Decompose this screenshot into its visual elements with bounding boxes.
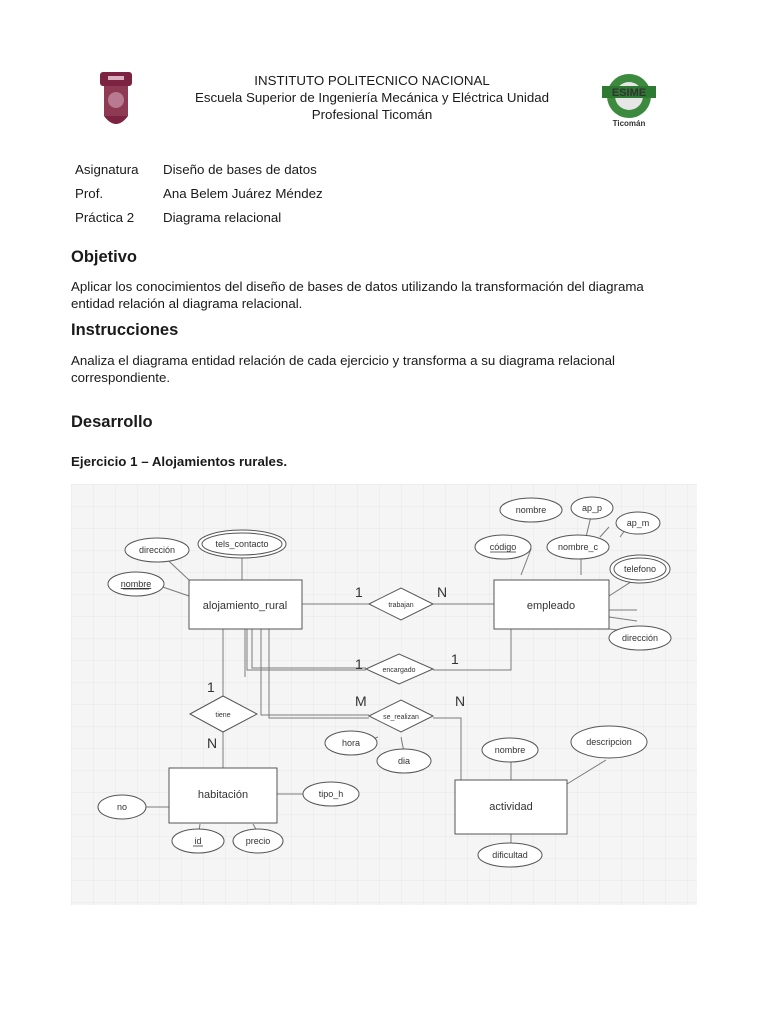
institution-header — [170, 72, 574, 123]
attr-dificultad — [478, 843, 542, 867]
attr-label: descripcion — [586, 737, 632, 747]
entity-label: empleado — [526, 600, 576, 612]
attr-label: id — [194, 836, 202, 846]
card-realizan-right: N — [455, 693, 466, 709]
instrucciones-text: Analiza el diagrama entidad relación de cada ejercicio y transforma a su diagrama relacional correspondiente. — [71, 353, 615, 385]
attr-label: hora — [341, 738, 361, 748]
card-encargado-left: 1 — [355, 656, 363, 672]
info-value: Diseño de bases de datos — [163, 162, 317, 177]
ticoman-logo-text: Ticomán — [612, 119, 646, 128]
attr-label: ap_p — [581, 503, 603, 513]
info-label: Práctica 2 — [75, 210, 135, 225]
attr-telefono — [610, 555, 670, 583]
attr-ap-p — [571, 497, 613, 519]
relation-label: tiene — [215, 712, 231, 719]
desarrollo-heading: Desarrollo — [71, 413, 153, 431]
entity-alojamiento-rural — [189, 580, 302, 629]
info-row-asignatura — [75, 160, 323, 184]
card-encargado-right: 1 — [451, 651, 459, 667]
attr-tipo-h — [303, 782, 359, 806]
attr-direccion-emp — [609, 626, 671, 650]
er-diagram-canvas — [71, 484, 697, 905]
er-diagram — [71, 484, 697, 905]
esime-logo-text: ESIME — [611, 87, 647, 99]
attr-label: código — [489, 542, 517, 552]
card-trabajan-left: 1 — [355, 584, 363, 600]
attr-label: dificultad — [492, 850, 528, 860]
attr-ap-m — [616, 512, 660, 534]
attr-dia — [377, 749, 431, 773]
entity-habitacion — [169, 768, 277, 823]
card-tiene-top: 1 — [207, 679, 215, 695]
school-name: Escuela Superior de Ingeniería Mecánica y Eléctrica Unidad — [194, 90, 550, 105]
entity-empleado — [494, 580, 609, 629]
info-value: Ana Belem Juárez Méndez — [163, 186, 323, 201]
ipn-logo — [96, 70, 136, 132]
attr-no — [98, 795, 146, 819]
attr-codigo — [475, 535, 531, 559]
info-label: Prof. — [75, 186, 104, 201]
esime-logo — [598, 72, 660, 130]
attr-label: dirección — [138, 545, 176, 555]
attr-label: nombre — [494, 745, 526, 755]
instrucciones-heading: Instrucciones — [71, 321, 179, 339]
attr-hora — [325, 731, 377, 755]
attr-nombre-c — [547, 535, 609, 559]
attr-label: tels_contacto — [215, 539, 269, 549]
attr-tels-contacto — [198, 530, 286, 558]
attr-precio — [233, 829, 283, 853]
attr-label: nombre — [120, 579, 152, 589]
attr-nombre-act — [482, 738, 538, 762]
info-table — [75, 160, 323, 232]
attr-label: tipo_h — [318, 789, 344, 799]
objetivo-text: Aplicar los conocimientos del diseño de bases de datos utilizando la transformación del diagrama entidad relación al diagrama relacional. — [71, 279, 644, 311]
institution-name: INSTITUTO POLITECNICO NACIONAL — [254, 73, 490, 88]
attr-label: telefono — [623, 564, 657, 574]
attr-direccion-aloj — [125, 538, 189, 562]
attr-label: no — [116, 802, 128, 812]
entity-label: alojamiento_rural — [202, 600, 288, 612]
attr-descripcion — [571, 726, 647, 758]
entity-label: habitación — [197, 789, 249, 801]
relation-label: trabajan — [388, 602, 414, 609]
info-value: Diagrama relacional — [163, 210, 282, 225]
attr-nombre-emp — [500, 498, 562, 522]
attr-label: nombre — [515, 505, 547, 515]
entity-actividad — [455, 780, 567, 834]
card-tiene-bottom: N — [207, 735, 218, 751]
attr-label: ap_m — [626, 518, 650, 528]
info-label: Asignatura — [75, 162, 139, 177]
attr-nombre-aloj — [108, 572, 164, 596]
card-trabajan-right: N — [437, 584, 448, 600]
objetivo-heading: Objetivo — [71, 248, 138, 266]
attr-label: dia — [397, 756, 411, 766]
attr-label: precio — [245, 836, 271, 846]
attr-id — [172, 829, 224, 853]
school-unit: Profesional Ticomán — [311, 107, 433, 122]
relation-label: se_realizan — [383, 714, 419, 721]
info-row-practica — [75, 208, 323, 232]
relation-label: encargado — [382, 667, 416, 674]
attr-label: nombre_c — [557, 542, 599, 552]
entity-label: actividad — [489, 801, 533, 813]
attr-label: dirección — [621, 633, 659, 643]
card-realizan-left: M — [355, 693, 367, 709]
info-row-prof — [75, 184, 323, 208]
ejercicio-heading: Ejercicio 1 – Alojamientos rurales. — [71, 454, 288, 469]
